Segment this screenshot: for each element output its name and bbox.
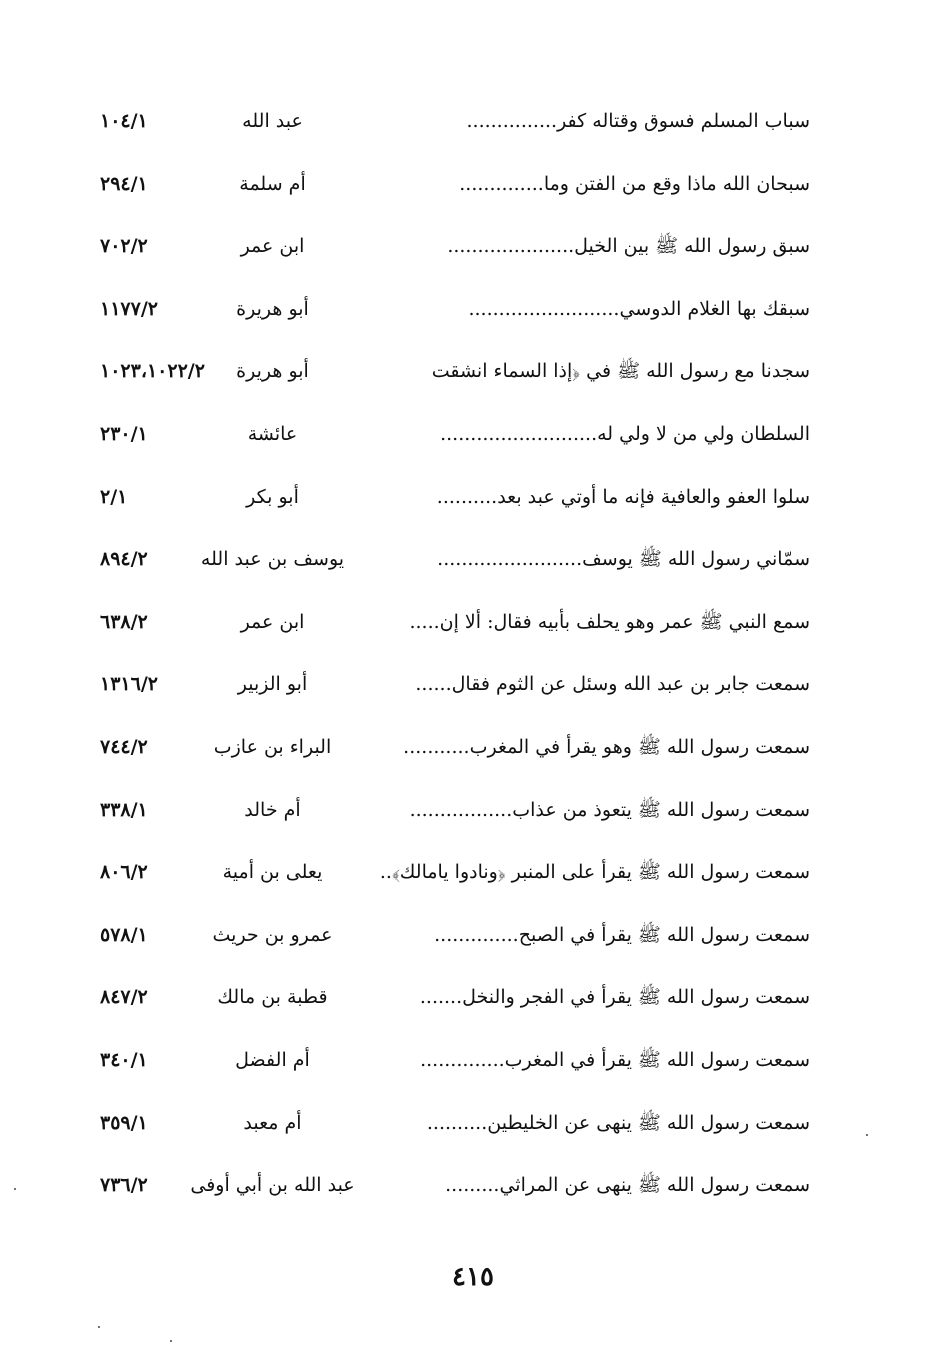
index-entry <box>100 221 820 284</box>
volume-page-reference: ٣٣٨/١ <box>100 798 148 821</box>
volume-page-reference: ٧٠٢/٢ <box>100 235 148 258</box>
hadith-incipit: سمعت رسول الله ﷺ يقرأ على المنبر ﴿ونادوا يامالك﴾.. <box>379 861 810 884</box>
narrator-name: أم سلمة <box>239 172 306 195</box>
volume-page-reference: ١٠٤/١ <box>100 110 148 132</box>
narrator-name: يوسف بن عبد الله <box>200 548 345 571</box>
hadith-incipit: سمع النبي ﷺ عمر وهو يحلف بأبيه فقال: ألا إن..... <box>409 610 810 633</box>
volume-page-reference: ٣٥٩/١ <box>100 1111 148 1134</box>
hadith-incipit: سباب المسلم فسوق وقتاله كفر............... <box>466 110 810 132</box>
narrator-name: قطبة بن مالك <box>217 986 328 1009</box>
hadith-incipit: سمعت رسول الله ﷺ وهو يقرأ في المغرب........... <box>403 735 810 758</box>
index-entry <box>100 534 820 597</box>
hadith-incipit: سجدنا مع رسول الله ﷺ في ﴿إذا السماء انشقت <box>431 360 810 383</box>
volume-page-reference: ٦٣٨/٢ <box>100 610 148 633</box>
volume-page-reference: ٧٣٦/٢ <box>100 1174 148 1197</box>
volume-page-reference: ٢٩٤/١ <box>100 172 148 195</box>
scan-speck <box>170 1340 172 1342</box>
scan-speck <box>98 1326 100 1328</box>
narrator-name: عمرو بن حريث <box>212 923 333 946</box>
hadith-incipit: سبحان الله ماذا وقع من الفتن وما.............. <box>459 172 810 195</box>
volume-page-reference: ٥٧٨/١ <box>100 923 148 946</box>
index-entry <box>100 409 820 472</box>
hadith-incipit: السلطان ولي من لا ولي له.......................... <box>440 422 810 445</box>
narrator-name: أبو هريرة <box>236 360 309 383</box>
index-entry <box>100 847 820 910</box>
hadith-incipit: سمعت رسول الله ﷺ يقرأ في الفجر والنخل....... <box>419 986 810 1009</box>
volume-page-reference: ٧٤٤/٢ <box>100 735 148 758</box>
narrator-name: يعلى بن أمية <box>222 861 323 884</box>
volume-page-reference: ٢٣٠/١ <box>100 422 148 445</box>
hadith-incipit: سمعت رسول الله ﷺ ينهى عن الخليطين.......... <box>426 1111 810 1134</box>
narrator-name: عائشة <box>247 422 298 445</box>
scan-speck <box>14 1188 16 1190</box>
index-entry <box>100 659 820 722</box>
narrator-name: أبو هريرة <box>236 297 309 320</box>
hadith-incipit: سمعت جابر بن عبد الله وسئل عن الثوم فقال...... <box>415 673 810 696</box>
volume-page-reference: ١١٧٧/٢ <box>100 297 158 320</box>
index-entry <box>100 972 820 1035</box>
page-number: ٤١٥ <box>452 1262 494 1292</box>
narrator-name: أم الفضل <box>235 1048 310 1071</box>
volume-page-reference: ١٠٢٣،١٠٢٢/٢ <box>100 360 205 383</box>
narrator-name: البراء بن عازب <box>213 735 332 758</box>
narrator-name: عبد الله <box>242 110 303 132</box>
scan-speck <box>866 1134 868 1136</box>
index-entry <box>100 96 820 159</box>
hadith-incipit: سمعت رسول الله ﷺ يقرأ في الصبح.............. <box>434 923 810 946</box>
volume-page-reference: ٨٩٤/٢ <box>100 548 148 571</box>
narrator-name: أم خالد <box>244 798 301 821</box>
index-entry <box>100 597 820 660</box>
index-entry <box>100 910 820 973</box>
hadith-incipit: سبق رسول الله ﷺ بين الخيل..................... <box>447 235 810 258</box>
hadith-incipit: سمعت رسول الله ﷺ يقرأ في المغرب.............. <box>420 1048 810 1071</box>
index-entry <box>100 1098 820 1161</box>
index-entry <box>100 785 820 848</box>
volume-page-reference: ١٣١٦/٢ <box>100 673 158 696</box>
volume-page-reference: ٨٠٦/٢ <box>100 861 148 884</box>
narrator-name: ابن عمر <box>240 610 305 633</box>
index-entry <box>100 346 820 409</box>
index-entry <box>100 1035 820 1098</box>
narrator-name: أبو بكر <box>246 485 299 508</box>
hadith-incipit: سبقك بها الغلام الدوسي......................... <box>468 297 810 320</box>
narrator-name: ابن عمر <box>240 235 305 258</box>
volume-page-reference: ٨٤٧/٢ <box>100 986 148 1009</box>
index-entry <box>100 284 820 347</box>
hadith-incipit: سمعت رسول الله ﷺ ينهى عن المراثي......... <box>445 1174 810 1197</box>
index-entry <box>100 159 820 222</box>
narrator-name: أم معبد <box>243 1111 302 1134</box>
narrator-name: عبد الله بن أبي أوفى <box>190 1174 355 1197</box>
hadith-incipit: سمّاني رسول الله ﷺ يوسف........................ <box>437 548 810 571</box>
index-entry <box>100 722 820 785</box>
index-entry <box>100 1160 820 1223</box>
narrator-name: أبو الزبير <box>237 673 308 696</box>
volume-page-reference: ٣٤٠/١ <box>100 1048 148 1071</box>
hadith-incipit: سمعت رسول الله ﷺ يتعوذ من عذاب................. <box>409 798 810 821</box>
hadith-index-list <box>100 96 820 1223</box>
volume-page-reference: ٢/١ <box>100 485 128 508</box>
hadith-incipit: سلوا العفو والعافية فإنه ما أوتي عبد بعد.......... <box>436 485 810 508</box>
index-entry <box>100 472 820 535</box>
